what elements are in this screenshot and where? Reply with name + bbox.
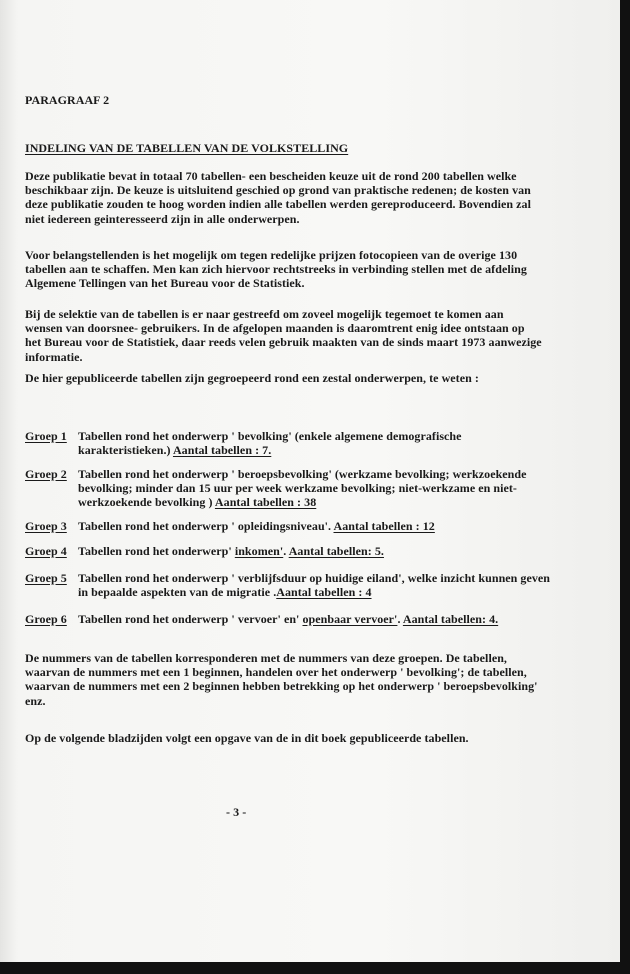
group-topic: inkomen' [234,544,284,558]
group-label: Groep 4 [25,544,67,558]
text-line: . [283,544,289,558]
group-label: Groep 6 [25,612,67,626]
paragraph-intro [25,169,531,226]
text-line: in bepaalde aspekten van de migratie . [78,585,277,600]
text-line: tabellen aan te schaffen. Men kan zich hiervoor rechtstreeks in verbinding stellen met de afdeling [25,262,527,277]
group-count: Aantal tabellen : 7. [172,443,272,458]
text-line: waarvan de nummers met een 1 beginnen, handelen over het onderwerp ' bevolking'; de tabellen, [25,665,527,680]
text-line: het Bureau voor de Statistiek, daar reeds velen gebruik maakten van de sinds maart 1973 aanwezige [25,335,542,350]
text-line: Bij de selektie van de tabellen is er naar gestreefd om zoveel mogelijk tegemoet te komen aan [25,307,504,321]
paragraph-closing: Op de volgende bladzijden volgt een opgave van de in dit boek gepubliceerde tabellen. [25,731,469,745]
group-count: Aantal tabellen : 38 [214,495,317,510]
group-count: Aantal tabellen: 4. [402,612,499,626]
text-line: informatie. [25,349,83,364]
text-line: . [397,612,403,626]
text-line: enz. [25,693,46,708]
text-line: Tabellen rond het onderwerp' [78,544,235,558]
group-topic: openbaar vervoer' [302,612,398,626]
paragraph-numbering [25,651,538,708]
section-label: PARAGRAAF 2 [25,93,110,107]
text-line: werkzoekende bevolking ) [78,495,215,510]
text-line: beschikbaar zijn. De keuze is uitsluitend geschied op grond van praktische redenen; de kosten van [25,183,531,198]
group-count: Aantal tabellen : 12 [333,519,435,533]
text-line: Tabellen rond het onderwerp ' opleidingsniveau'. [78,519,334,533]
group-label: Groep 3 [25,519,67,533]
group-count: Aantal tabellen : 4 [276,585,372,600]
text-line: Tabellen rond het onderwerp ' bevolking' (enkele algemene demografische [78,429,462,443]
text-line: deze publikatie zouden te hoog worden indien alle tabellen werden gereproduceerd. Bovendien zal [25,197,531,212]
text-line: wensen van doorsnee- gebruikers. In de afgelopen maanden is daaromtrent enig idee ontstaan op [25,321,525,336]
page-number: - 3 - [226,805,247,819]
paragraph-groups-intro: De hier gepubliceerde tabellen zijn gegroepeerd rond een zestal onderwerpen, te weten : [25,371,479,385]
text-line: Tabellen rond het onderwerp ' verblijfsduur op huidige eiland', welke inzicht kunnen geven [78,571,551,585]
text-line: Deze publikatie bevat in totaal 70 tabellen- een bescheiden keuze uit de rond 200 tabellen welke [25,169,517,183]
text-line: niet iedereen geinteresseerd zijn in alle onderwerpen. [25,211,300,226]
text-line: Tabellen rond het onderwerp ' beroepsbevolking' (werkzame bevolking; werkzoekende [78,467,527,481]
group-label: Groep 1 [25,429,67,443]
text-line: Voor belangstellenden is het mogelijk om tegen redelijke prijzen fotocopieen van de overige 130 [25,248,518,262]
text-line: Algemene Tellingen van het Bureau voor de Statistiek. [25,276,305,291]
paragraph-photocopies [25,248,527,291]
group-label: Groep 5 [25,571,67,585]
group-count: Aantal tabellen: 5. [288,544,384,558]
page-heading: INDELING VAN DE TABELLEN VAN DE VOLKSTELLING [25,141,349,155]
text-line: De nummers van de tabellen korresponderen met de nummers van deze groepen. De tabellen, [25,651,507,665]
text-line: waarvan de nummers met een 2 beginnen hebben betrekking op het onderwerp ' beroepsbevolking' [25,679,538,694]
text-line: karakteristieken.) [78,443,173,458]
paragraph-selection [25,307,542,364]
text-line: Tabellen rond het onderwerp ' vervoer' en' [78,612,303,626]
group-label: Groep 2 [25,467,67,481]
text-line: bevolking; minder dan 15 uur per week werkzame bevolking; niet-werkzame en niet- [78,481,517,496]
